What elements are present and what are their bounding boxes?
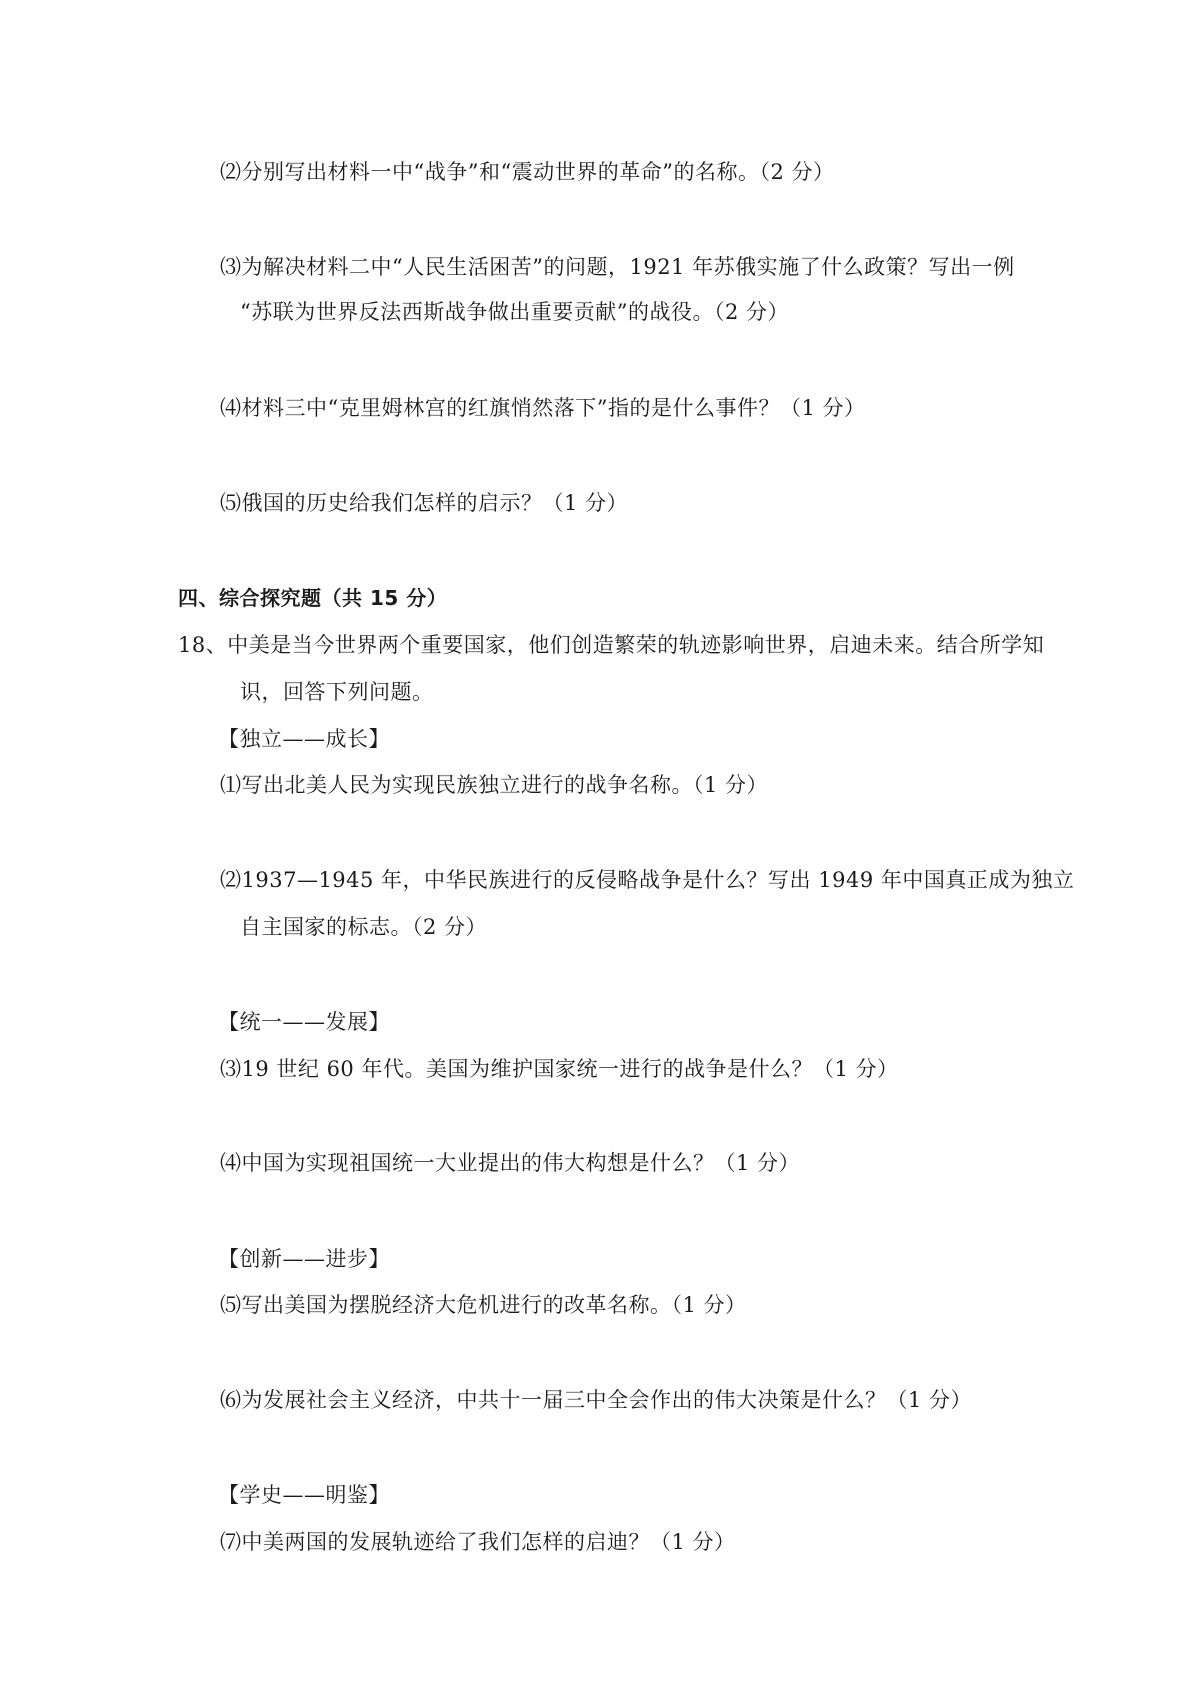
topic-heading-independence: 【独立——成长】 xyxy=(218,727,390,751)
question-18-item-1: ⑴写出北美人民为实现民族独立进行的战争名称。（1 分） xyxy=(220,773,769,797)
topic-heading-history-lessons: 【学史——明鉴】 xyxy=(218,1483,390,1507)
question-17-item-2: ⑵分别写出材料一中“战争”和“震动世界的革命”的名称。（2 分） xyxy=(220,160,835,184)
topic-heading-innovation: 【创新——进步】 xyxy=(218,1247,390,1271)
question-18-stem-line-2: 识，回答下列问题。 xyxy=(240,680,434,704)
question-18-item-2-line-1: ⑵1937—1945 年，中华民族进行的反侵略战争是什么？写出 1949 年中国真正成为独立 xyxy=(220,868,1075,892)
topic-heading-unification: 【统一——发展】 xyxy=(218,1010,390,1034)
question-18-item-7: ⑺中美两国的发展轨迹给了我们怎样的启迪？（1 分） xyxy=(220,1530,736,1554)
question-17-item-3-line-2: “苏联为世界反法西斯战争做出重要贡献”的战役。（2 分） xyxy=(240,300,790,324)
question-18-item-3: ⑶19 世纪 60 年代。美国为维护国家统一进行的战争是什么？（1 分） xyxy=(220,1057,899,1081)
question-17-item-3-line-1: ⑶为解决材料二中“人民生活困苦”的问题，1921 年苏俄实施了什么政策？写出一例 xyxy=(220,255,1015,279)
question-18-item-5: ⑸写出美国为摆脱经济大危机进行的改革名称。（1 分） xyxy=(220,1293,747,1317)
section-4-heading: 四、综合探究题（共 15 分） xyxy=(178,586,448,610)
question-18-item-6: ⑹为发展社会主义经济，中共十一届三中全会作出的伟大决策是什么？（1 分） xyxy=(220,1388,973,1412)
question-17-item-5: ⑸俄国的历史给我们怎样的启示？（1 分） xyxy=(220,491,629,515)
question-18-item-2-line-2: 自主国家的标志。（2 分） xyxy=(240,915,488,939)
question-18-stem-line-1: 18、中美是当今世界两个重要国家，他们创造繁荣的轨迹影响世界，启迪未来。结合所学知 xyxy=(178,633,1045,657)
question-17-item-4: ⑷材料三中“克里姆林宫的红旗悄然落下”指的是什么事件？（1 分） xyxy=(220,396,866,420)
question-18-item-4: ⑷中国为实现祖国统一大业提出的伟大构想是什么？（1 分） xyxy=(220,1151,801,1175)
